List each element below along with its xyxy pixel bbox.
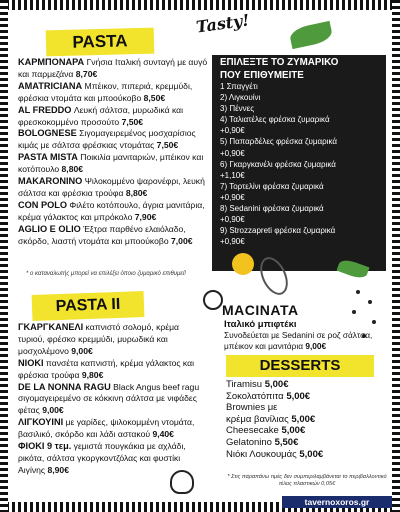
macinata-dish-title: Ιταλικό μπιφτέκι	[224, 319, 297, 330]
pasta-option: 1 Σπαγγέτι	[220, 82, 258, 91]
macinata-description	[224, 319, 384, 353]
pasta-option-price: +0,90€	[220, 215, 245, 225]
peppercorn-icon	[368, 300, 372, 304]
menu-item: ΓΚΑΡΓΚΑΝΕΛΙ καπνιστό σολομό, κρέμα τυριού, φρέσκο κρεμμύδι, μυρωδικά και μοσχολέμονο 9,00€	[18, 322, 180, 356]
pasta-option: 2) Λιγκουίνι	[220, 93, 261, 103]
dessert-item: Σοκολατόπιτα 5,00€	[226, 390, 311, 402]
macinata-price: 9,00€	[305, 341, 327, 352]
dessert-item: Νιόκι Λουκουμάς 5,00€	[226, 448, 324, 460]
pasta-option: 8) Sedanini φρέσκα ζυμαρικά	[220, 204, 324, 214]
menu-item: PASTA MISTA Ποικιλία μανιταριών, μπέικον και κοτόπουλο 8,80€	[18, 152, 204, 175]
menu-item: ΛΙΓΚΟΥΙΝΙ με γαρίδες, ψιλοκομμένη ντομάτα, βασιλικό, σκόρδο και λάδι αστακού 9,40€	[18, 417, 195, 440]
website-url[interactable]: tavernoxoros.gr	[282, 496, 392, 508]
box-header-line: ΠΟΥ ΕΠΙΘΥΜΕΙΤΕ	[220, 70, 304, 81]
garlic-icon	[170, 470, 194, 494]
dessert-item: κρέμα βανίλιας 5,00€	[226, 413, 316, 425]
pasta-option: 6) Γκαργκανέλι φρέσκα ζυμαρικά	[220, 159, 336, 169]
menu-item: AGLIO E OLIO Έξτρα παρθένο ελαιόλαδο, σκόρδο, λιαστή ντομάτα και μποούκοβο 7,00€	[18, 223, 193, 246]
peppercorn-icon	[356, 290, 360, 294]
pasta-ii-menu-list	[18, 322, 208, 477]
menu-item: MAKARONINO Ψιλοκομμένο ψαρονέφρι, λευκή σάλτσα και φρέσκια τρούφα 8,80€	[18, 176, 205, 198]
menu-item: BOLOGNESE Σιγομαγειρεμένος μοσχαρίσιος κιμάς με σάλτσα φρέσκιας ντομάτας 7,50€	[18, 128, 196, 151]
macinata-desc: Συνοδεύεται με Sedanini σε ροζ σάλτσα, μπέικον και μανιτάρια	[224, 330, 373, 352]
dessert-item: Brownies με	[226, 402, 278, 414]
dessert-item: Tiramisu 5,00€	[226, 379, 289, 390]
pasta-ii-banner: PASTA ΙΙ	[32, 291, 145, 321]
menu-item: AL FREDDO Λευκή σάλτσα, μυρωδικά και φρεσκοκομμένο προσούτο 7,50€	[18, 104, 184, 127]
tomato-icon	[232, 253, 254, 275]
pasta-menu-list	[18, 57, 210, 248]
pasta-choice-box	[212, 55, 386, 271]
pasta-option: 3) Πέννες	[220, 104, 255, 114]
pasta-option: 9) Strozzapreti φρέσκα ζυμαρικά	[220, 226, 336, 236]
desserts-footnote: * Στις παραπάνω τιμές δεν συμπεριλαμβάνεται το περιβαλλοντικό τέλος πλαστικών 0,05€	[227, 474, 387, 487]
menu-item: ΦΙΟΚΙ 9 τεμ. γεμιστά πουγκάκια με αχλάδι, ρικότα, σάλτσα γκοργκοντζόλας και φυστίκι Αιγίνης 8,90€	[18, 441, 186, 475]
pasta-option: 5) Παπαρδέλες φρέσκα ζυμαρικά	[220, 137, 337, 147]
top-border	[0, 0, 400, 10]
macinata-title: MACINATA	[222, 302, 299, 318]
menu-item: DE LA NONNA RAGU Black Angus beef ragu σιγομαγειρεμένο σε κόκκινη σάλτσα με νιφάδες φέτας 9,00€	[18, 381, 200, 416]
desserts-list	[226, 379, 376, 460]
dessert-item: Gelatonino 5,50€	[226, 436, 299, 448]
dessert-item: Cheesecake 5,00€	[226, 425, 306, 437]
pasta-option: 4) Ταλιατέλες φρέσκα ζυμαρικά	[220, 115, 330, 125]
pasta-option-price: +0,90€	[220, 126, 245, 136]
pasta-option-price: +0,90€	[220, 237, 245, 247]
box-header-line: ΕΠΙΛΕΞΤΕ ΤΟ ΖΥΜΑΡΙΚΟ	[220, 57, 339, 68]
menu-item: CON POLO Φιλέτο κοτόπουλο, άγρια μανιτάρια, κρέμα γάλακτος και μπρόκολο 7,90€	[18, 199, 205, 222]
basil-leaf-icon	[288, 21, 333, 49]
menu-item: ΝΙΟΚΙ πανσέτα καπνιστή, κρέμα γάλακτος και φρέσκια τρούφα 9,80€	[18, 357, 194, 380]
pasta-option: 7) Τορτελίνι φρέσκα ζυμαρικά	[220, 181, 324, 191]
tasty-logo: Tasty!	[194, 10, 251, 37]
desserts-banner: DESSERTS	[226, 355, 374, 377]
pasta-option-price: +0,90€	[220, 192, 245, 202]
menu-item: ΚΑΡΜΠΟΝΑΡΑ Γνήσια Ιταλική συνταγή με αυγό και παρμεζάνα 8,70€	[18, 57, 208, 79]
menu-item: AMATRICIANA Μπέικον, πιπεριά, κρεμμύδι, φρέσκια ντομάτα και μποούκοβο 8,50€	[18, 80, 193, 103]
pasta-nest-icon	[203, 290, 223, 310]
peppercorn-icon	[352, 310, 356, 314]
pasta-option-price: +0,90€	[220, 148, 245, 158]
pasta-footnote: * ο καταναλωτής μπορεί να επιλέξει όποιο ζυμαρικό επιθυμεί!	[26, 271, 186, 277]
left-border	[0, 0, 8, 512]
pasta-option-price: +1,10€	[220, 170, 245, 180]
right-border	[392, 0, 400, 512]
pasta-banner: PASTA	[46, 28, 155, 57]
